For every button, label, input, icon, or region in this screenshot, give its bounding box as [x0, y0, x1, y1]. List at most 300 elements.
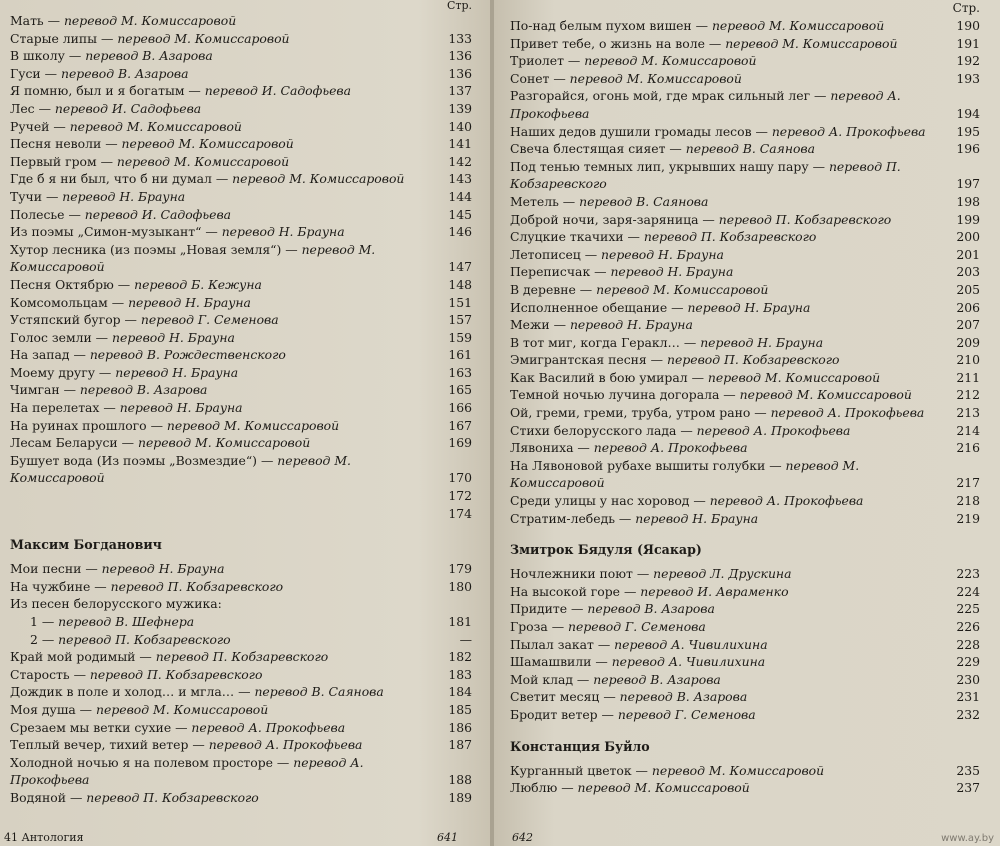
toc-entry-title: [510, 193, 954, 211]
toc-entry: [10, 135, 472, 153]
toc-entry: [10, 719, 472, 737]
toc-entry-title: [510, 351, 954, 369]
translator: — перевод М. Комиссаровой: [510, 457, 860, 491]
translator: — перевод Н. Брауна: [91, 329, 235, 345]
translator: — перевод М. Комиссаровой: [631, 762, 825, 778]
toc-entry-page: 195: [956, 123, 980, 139]
toc-entry-page: 163: [448, 364, 472, 380]
toc-entry-title: [510, 565, 954, 583]
poem-title: На чужбине: [10, 578, 91, 594]
toc-entry: [10, 329, 472, 347]
translator: — перевод М. Комиссаровой: [687, 369, 881, 385]
toc-entry-page: 216: [956, 440, 980, 456]
toc-entry-page: 199: [956, 211, 980, 227]
toc-entry: [10, 452, 472, 487]
poem-title: На руинах прошлого: [10, 417, 147, 433]
toc-entry-page: 188: [448, 772, 472, 788]
toc-entry-page: 183: [448, 666, 472, 682]
translator: — перевод М. Комиссаровой: [549, 70, 742, 86]
toc-entry: [510, 299, 980, 317]
toc-entry-page: 159: [448, 329, 472, 345]
translator: — перевод П. Кобзаревского: [135, 649, 329, 665]
right-str-label: Стр.: [952, 1, 980, 15]
poem-title: Ночлежники поют: [510, 566, 633, 582]
poem-title: 2: [30, 631, 38, 647]
toc-entry-title: [10, 223, 446, 241]
poem-title: Я помню, был и я богатым: [10, 83, 185, 99]
toc-entry: [10, 560, 472, 578]
left-toc-list: [10, 12, 472, 522]
toc-entry-title: [510, 70, 954, 88]
poem-title: Привет тебе, о жизнь на воле: [510, 35, 705, 51]
translator: — перевод Н. Брауна: [81, 561, 225, 577]
toc-entry-title: [10, 631, 446, 649]
translator: — перевод П. Кобзаревского: [90, 578, 284, 594]
poem-title: Срезаем мы ветки сухие: [10, 719, 172, 735]
translator: — перевод П. Кобзаревского: [69, 666, 263, 682]
poem-title: На перелетах: [10, 400, 100, 416]
toc-entry: [10, 346, 472, 364]
toc-entry-title: [510, 653, 954, 671]
poem-title: Летописец: [510, 246, 581, 262]
toc-entry-page: 141: [448, 136, 472, 152]
translator: — перевод Г. Семенова: [597, 706, 756, 722]
translator: — перевод Н. Брауна: [99, 400, 243, 416]
toc-entry: [510, 762, 980, 780]
toc-entry: [510, 600, 980, 618]
toc-entry-page: 193: [956, 70, 980, 86]
toc-entry-title: [10, 736, 446, 754]
poem-title: В тот миг, когда Геракл…: [510, 334, 680, 350]
poem-title: Наших дедов душили громады лесов: [510, 123, 752, 139]
toc-entry: [10, 683, 472, 701]
toc-entry-title: [510, 439, 954, 457]
toc-entry: [10, 613, 472, 631]
toc-entry-title: [510, 510, 954, 528]
poem-title: Триолет: [510, 53, 564, 69]
poem-title: Первый гром: [10, 153, 97, 169]
toc-entry-title: [510, 618, 954, 636]
translator: — перевод Н. Брауна: [107, 294, 251, 310]
toc-entry-page: 147: [448, 259, 472, 275]
toc-entry-title: [510, 369, 954, 387]
translator: — перевод Г. Семенова: [120, 312, 279, 328]
translator: — перевод А. Прокофьева: [10, 754, 364, 788]
toc-entry: [510, 422, 980, 440]
toc-entry-page: 209: [956, 334, 980, 350]
poem-title: Придите: [510, 601, 568, 617]
toc-entry-page: 196: [956, 141, 980, 157]
poem-title: Песня Октябрю: [10, 276, 114, 292]
toc-entry: [10, 294, 472, 312]
poem-title: Шамашвили: [510, 654, 592, 670]
toc-entry: [510, 123, 980, 141]
translator: — перевод В. Азарова: [64, 48, 213, 64]
poem-title: Устяпский бугор: [10, 312, 121, 328]
translator: — перевод М. Комиссаровой: [96, 153, 290, 169]
poem-title: На высокой горе: [510, 583, 620, 599]
translator: — перевод И. Садофьева: [184, 83, 352, 99]
toc-entry-page: 140: [448, 118, 472, 134]
toc-entry: [10, 399, 472, 417]
toc-entry-page: 192: [956, 53, 980, 69]
toc-entry: [510, 492, 980, 510]
poem-title: Песня неволи: [10, 136, 102, 152]
toc-entry: [510, 510, 980, 528]
toc-entry-page: 169: [448, 435, 472, 451]
toc-entry: [510, 583, 980, 601]
toc-entry-page: 166: [448, 400, 472, 416]
poem-title: Мать: [10, 13, 44, 28]
toc-entry-page: 217: [956, 475, 980, 491]
toc-entry-page: 201: [956, 246, 980, 262]
translator: — перевод И. Садофьева: [34, 100, 202, 116]
poem-title: Стратим-лебедь: [510, 510, 615, 526]
toc-entry: [510, 246, 980, 264]
toc-entry-title: [510, 422, 954, 440]
translator: — перевод А. Прокофьева: [751, 123, 926, 139]
toc-entry: [510, 439, 980, 457]
toc-entry: [10, 276, 472, 294]
right-toc-list: [510, 17, 980, 527]
translator: — перевод А. Чивилихина: [593, 636, 768, 652]
toc-entry-page: 200: [956, 229, 980, 245]
translator: — перевод Н. Брауна: [42, 188, 186, 204]
toc-entry-page: 237: [956, 780, 980, 796]
toc-entry-page: 167: [448, 417, 472, 433]
toc-entry: [10, 82, 472, 100]
translator: — перевод В. Саянова: [234, 684, 384, 700]
poem-title: Гроза: [510, 619, 548, 634]
toc-entry-page: 228: [956, 636, 980, 652]
toc-entry-title: [10, 666, 446, 684]
toc-entry-title: [10, 381, 446, 399]
translator: — перевод П. Кобзаревского: [698, 211, 892, 227]
toc-entry: [10, 153, 472, 171]
toc-entry-title: [10, 82, 446, 100]
toc-entry: [10, 206, 472, 224]
toc-entry-title: [510, 52, 954, 70]
toc-entry: [510, 618, 980, 636]
toc-entry-title: [510, 779, 954, 797]
poem-title: На Лявоновой рубахе вышиты голубки: [510, 457, 766, 473]
translator: — перевод Н. Брауна: [614, 510, 759, 526]
poem-title: Теплый вечер, тихий ветер: [10, 737, 189, 753]
toc-entry-title: [510, 671, 954, 689]
poem-title: Моему другу: [10, 364, 95, 380]
translator: — перевод М. Комиссаровой: [146, 417, 340, 433]
toc-entry-title: [510, 35, 954, 53]
toc-entry: [510, 17, 980, 35]
toc-entry-title: [510, 386, 954, 404]
translator: — перевод Н. Брауна: [667, 299, 811, 315]
toc-entry-title: [10, 399, 446, 417]
translator: — перевод М. Комиссаровой: [211, 171, 405, 187]
toc-entry-title: [510, 706, 954, 724]
poem-title: Полесье: [10, 206, 65, 222]
section-heading-builo: Констанция Буйло: [510, 738, 650, 754]
toc-entry-title: [10, 65, 446, 83]
toc-entry: [10, 381, 472, 399]
poem-title: Светит месяц: [510, 689, 600, 705]
translator: — перевод М. Комиссаровой: [563, 53, 757, 69]
poem-title: Голос земли: [10, 329, 92, 345]
toc-entry-page: 214: [956, 422, 980, 438]
translator: — перевод П. Кобзаревского: [623, 229, 817, 245]
watermark-text: www.ay.by: [941, 833, 994, 844]
toc-entry: [10, 754, 472, 789]
poem-title: Край мой родимый: [10, 649, 136, 665]
toc-entry-page: 136: [448, 48, 472, 64]
translator: — перевод А. Прокофьева: [676, 422, 851, 438]
toc-entry-page: 148: [448, 276, 472, 292]
translator: — перевод Н. Брауна: [590, 264, 734, 280]
translator: — перевод М. Комиссаровой: [43, 13, 237, 28]
toc-entry: [10, 648, 472, 666]
poem-title: Тучи: [10, 188, 43, 204]
translator: — перевод М. Комиссаровой: [691, 18, 885, 33]
toc-entry-page: 197: [956, 176, 980, 192]
toc-entry-page: 210: [956, 352, 980, 368]
toc-entry-page: 182: [448, 649, 472, 665]
translator: — перевод В. Азарова: [567, 601, 715, 617]
toc-entry-page: 151: [448, 294, 472, 310]
toc-entry: [10, 241, 472, 276]
toc-entry: [510, 87, 980, 122]
translator: — перевод Г. Семенова: [547, 619, 706, 634]
toc-entry: [10, 789, 472, 807]
translator: — перевод В. Саянова: [558, 193, 709, 209]
toc-entry-page: 186: [448, 719, 472, 735]
translator: — перевод М. Комиссаровой: [75, 701, 269, 717]
poem-title: Межи: [510, 317, 550, 333]
toc-entry-title: [10, 329, 446, 347]
toc-entry-title: [10, 346, 446, 364]
toc-entry-page: 229: [956, 654, 980, 670]
left-footer-signature: 41 Антология: [4, 831, 84, 844]
poem-title: Лесам Беларуси: [10, 435, 118, 451]
toc-entry-title: [10, 719, 446, 737]
toc-entry-page: 218: [956, 493, 980, 509]
translator: — перевод М. Комиссаровой: [575, 281, 769, 297]
toc-entry: [10, 100, 472, 118]
toc-entry-title: [10, 364, 446, 382]
toc-entry-title: [510, 17, 954, 35]
toc-entry-title: [10, 12, 446, 30]
toc-entry-title: [510, 299, 954, 317]
toc-entry: [10, 701, 472, 719]
toc-entry-page: 143: [448, 171, 472, 187]
toc-entry-title: [510, 246, 954, 264]
toc-entry: [510, 316, 980, 334]
toc-entry-page: 187: [448, 737, 472, 753]
translator: — перевод М. Комиссаровой: [719, 387, 912, 403]
toc-entry-page: 213: [956, 405, 980, 421]
toc-entry-page: 139: [448, 100, 472, 116]
toc-entry-page: 232: [956, 706, 980, 722]
translator: — перевод А. Чивилихина: [591, 654, 766, 670]
toc-entry-page: —: [459, 631, 472, 647]
toc-entry-title: [10, 311, 446, 329]
toc-entry-title: [10, 30, 446, 48]
toc-entry-page: 145: [448, 206, 472, 222]
toc-entry: [510, 351, 980, 369]
toc-entry-page: 190: [956, 18, 980, 33]
toc-entry-title: [510, 263, 954, 281]
poem-title: Из поэмы „Симон-музыкант“: [10, 224, 202, 240]
toc-entry-page: 144: [448, 188, 472, 204]
translator: — перевод Н. Брауна: [201, 224, 345, 240]
toc-entry-page: 165: [448, 382, 472, 398]
toc-entry: [510, 671, 980, 689]
toc-entry-title: [10, 188, 446, 206]
poem-title: Гуси: [10, 65, 41, 81]
toc-entry: [10, 364, 472, 382]
poem-title: В школу: [10, 48, 65, 64]
toc-entry-page: 225: [956, 601, 980, 617]
toc-entry-page: 230: [956, 671, 980, 687]
toc-entry: [510, 52, 980, 70]
left-page-number: 641: [437, 831, 458, 844]
toc-entry-page: 136: [448, 65, 472, 81]
toc-entry-title: [510, 688, 954, 706]
translator: — перевод П. Кобзаревского: [37, 631, 231, 647]
toc-entry-title: [510, 762, 954, 780]
poem-title: Мой клад: [510, 671, 573, 687]
toc-entry-page: 235: [956, 762, 980, 778]
toc-entry-title: [10, 206, 446, 224]
translator: — перевод М. Комиссаровой: [557, 780, 750, 796]
toc-entry-title: [10, 417, 446, 435]
toc-entry: [10, 188, 472, 206]
toc-entry: [10, 12, 472, 30]
toc-entry-page: 146: [448, 224, 472, 240]
translator: — перевод Н. Брауна: [549, 317, 693, 333]
poem-title: Моя душа: [10, 701, 76, 717]
poem-title: Переписчак: [510, 264, 591, 280]
toc-entry-page: 191: [956, 35, 980, 51]
toc-entry-title: [510, 228, 954, 246]
toc-entry-page: 224: [956, 583, 980, 599]
toc-entry: [510, 706, 980, 724]
toc-entry-title: [10, 648, 446, 666]
toc-entry-title: [10, 434, 446, 452]
toc-entry-title: [10, 294, 446, 312]
left-str-label: Стр.: [446, 0, 472, 12]
toc-entry-page: 198: [956, 193, 980, 209]
toc-entry-page: 211: [956, 369, 980, 385]
toc-entry-page: 180: [448, 578, 472, 594]
toc-entry-page: 223: [956, 566, 980, 582]
toc-entry-title: [10, 153, 446, 171]
toc-entry-title: [10, 452, 472, 487]
poem-title: Из песен белорусского мужика:: [10, 596, 222, 612]
poem-title: Под тенью темных лип, укрывших нашу пару: [510, 158, 809, 174]
toc-entry-page: 133: [448, 30, 472, 46]
poem-title: Старые липы: [10, 30, 98, 46]
toc-entry-title: [510, 600, 954, 618]
translator: — перевод М. Комиссаровой: [49, 118, 242, 134]
toc-entry-title: [10, 789, 446, 807]
toc-entry: [10, 736, 472, 754]
poem-title: Мои песни: [10, 561, 82, 577]
toc-entry: [10, 631, 472, 649]
poem-title: Старость: [10, 666, 70, 682]
translator: — перевод В. Азарова: [599, 689, 748, 705]
poem-title: По-над белым пухом вишен: [510, 18, 692, 33]
toc-entry: [10, 595, 472, 613]
toc-entry-title: [510, 87, 980, 122]
poem-title: Слуцкие ткачихи: [510, 229, 624, 245]
translator: — перевод В. Шефнера: [37, 614, 195, 629]
toc-entry-title: [10, 613, 446, 631]
poem-title: Дождик в поле и холод… и мгла…: [10, 684, 235, 700]
toc-entry-page: 185: [448, 701, 472, 717]
poem-title: Хутор лесника (из поэмы „Новая земля“): [10, 241, 282, 257]
left-page: [0, 0, 492, 846]
toc-entry-page: 203: [956, 264, 980, 280]
toc-entry-title: [510, 457, 980, 492]
translator: — перевод В. Рождественского: [69, 347, 286, 363]
poem-title: Стихи белорусского лада: [510, 422, 677, 438]
poem-title: В деревне: [510, 281, 576, 297]
translator: — перевод М. Комиссаровой: [101, 136, 294, 152]
translator: — перевод М. Комиссаровой: [10, 241, 376, 275]
toc-entry: [510, 334, 980, 352]
translator: — перевод М. Комиссаровой: [10, 452, 351, 486]
toc-entry: [10, 170, 472, 188]
toc-entry-title: [510, 492, 954, 510]
poem-title: Пылал закат: [510, 636, 594, 652]
translator: — перевод П. Кобзаревского: [510, 158, 901, 192]
poem-title: Водяной: [10, 789, 66, 805]
toc-entry: [510, 636, 980, 654]
toc-entry-page: 212: [956, 387, 980, 403]
right-toc-column: [510, 0, 980, 797]
toc-entry-title: [10, 135, 446, 153]
toc-entry-title: [510, 334, 954, 352]
translator: — перевод П. Кобзаревского: [66, 789, 259, 805]
translator: — перевод В. Саянова: [665, 141, 816, 157]
section-heading-bogdanovich: Максим Богданович: [10, 537, 162, 553]
translator: — перевод М. Комиссаровой: [97, 30, 290, 46]
poem-title: 1: [30, 614, 38, 629]
toc-entry: [10, 30, 472, 48]
toc-entry: [10, 47, 472, 65]
toc-entry: [510, 193, 980, 211]
section-heading-byadulya: Змитрок Бядуля (Ясакар): [510, 542, 702, 558]
poem-title: Исполненное обещание: [510, 299, 668, 315]
toc-entry: [10, 311, 472, 329]
poem-title: Лес: [10, 100, 35, 116]
left-toc-list-2: [10, 560, 472, 806]
toc-entry: [10, 118, 472, 136]
toc-entry-title: [10, 170, 446, 188]
toc-entry-title: [510, 583, 954, 601]
toc-entry-title: [10, 276, 472, 294]
toc-entry: [510, 211, 980, 229]
poem-title: Чимган: [10, 382, 60, 398]
toc-entry-title: [10, 241, 472, 276]
toc-entry-page: 189: [448, 789, 472, 805]
poem-title: Ручей: [10, 118, 50, 134]
translator: — перевод Л. Друскина: [632, 566, 792, 582]
translator: — перевод М. Комиссаровой: [704, 35, 898, 51]
translator: — перевод М. Комиссаровой: [117, 435, 311, 451]
toc-entry-title: [510, 123, 954, 141]
toc-entry-page: 174: [448, 505, 472, 521]
toc-entry: [510, 779, 980, 797]
